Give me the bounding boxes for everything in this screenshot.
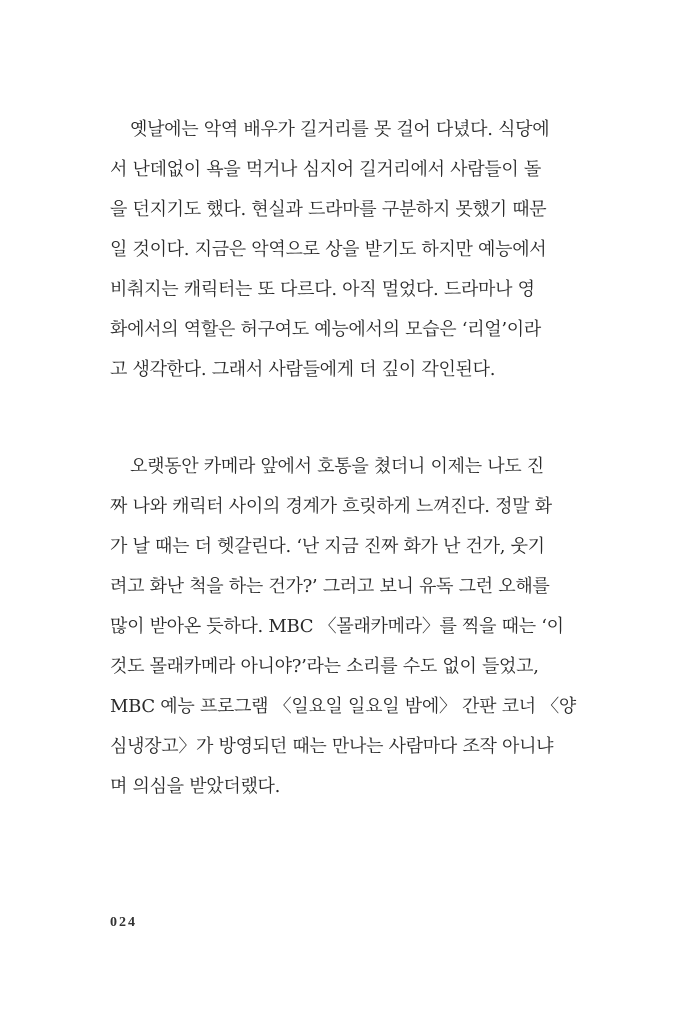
paragraph-2: [110, 447, 577, 807]
text-line: 심냉장고〉가 방영되던 때는 만나는 사람마다 조작 아니냐: [110, 736, 554, 757]
text-line: 고 생각한다. 그래서 사람들에게 더 깊이 각인된다.: [110, 359, 496, 380]
paragraph-1: [110, 110, 574, 390]
text-line: 일 것이다. 지금은 악역으로 상을 받기도 하지만 예능에서: [110, 239, 547, 260]
text-line: 가 날 때는 더 헷갈린다. ‘난 지금 진짜 화가 난 건가, 웃기: [110, 536, 545, 557]
text-line: 오랫동안 카메라 앞에서 호통을 쳤더니 이제는 나도 진: [130, 456, 544, 477]
text-line: 려고 화난 척을 하는 건가?’ 그러고 보니 유독 그런 오해를: [110, 576, 550, 597]
text-line: 것도 몰래카메라 아니야?’라는 소리를 수도 없이 들었고,: [110, 656, 539, 677]
text-line: 화에서의 역할은 허구여도 예능에서의 모습은 ‘리얼’이라: [110, 319, 541, 340]
text-line: 옛날에는 악역 배우가 길거리를 못 걸어 다녔다. 식당에: [130, 119, 550, 140]
text-line: 비춰지는 캐릭터는 또 다르다. 아직 멀었다. 드라마나 영: [110, 279, 535, 300]
page-number: 024: [110, 915, 137, 930]
text-line: MBC 예능 프로그램 〈일요일 일요일 밤에〉 간판 코너 〈양: [110, 696, 577, 717]
text-line: 짜 나와 캐릭터 사이의 경계가 흐릿하게 느껴진다. 정말 화: [110, 496, 552, 517]
text-line: 며 의심을 받았더랬다.: [110, 776, 281, 797]
text-line: 을 던지기도 했다. 현실과 드라마를 구분하지 못했기 때문: [110, 199, 547, 220]
text-line: 많이 받아온 듯하다. MBC 〈몰래카메라〉를 찍을 때는 ‘이: [110, 616, 564, 637]
text-line: 서 난데없이 욕을 먹거나 심지어 길거리에서 사람들이 돌: [110, 159, 541, 180]
